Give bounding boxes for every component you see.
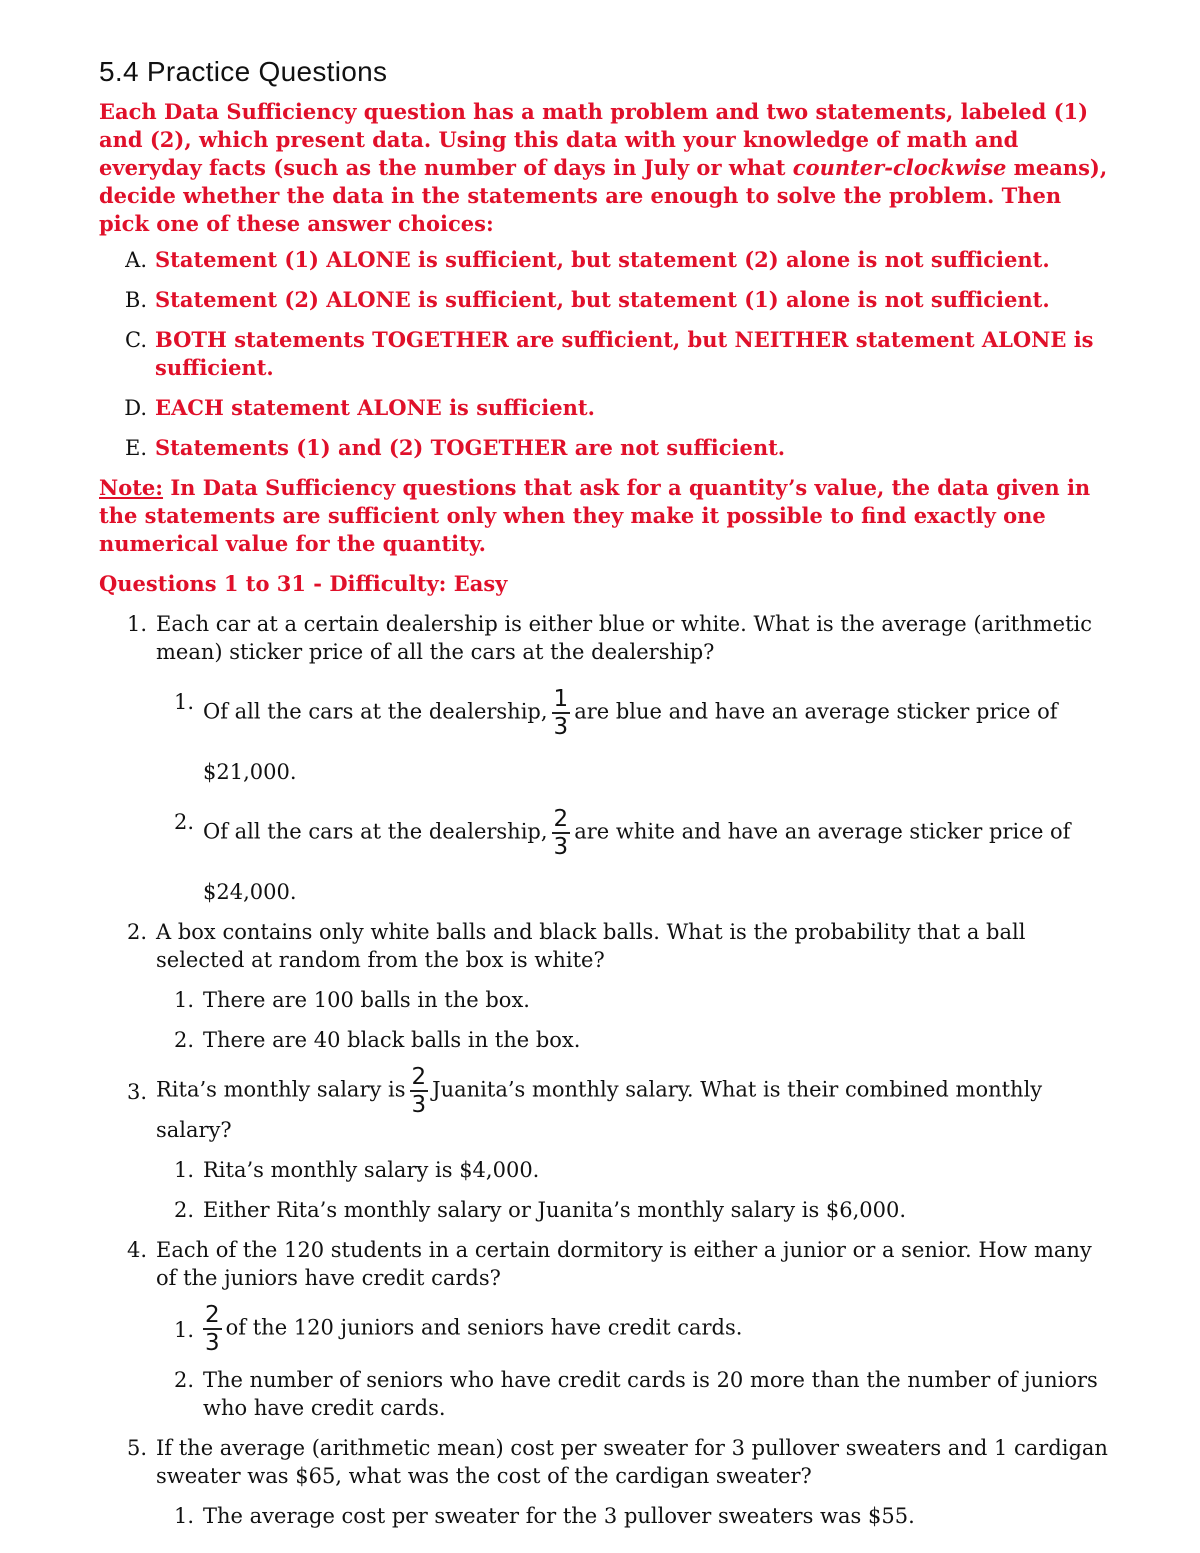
section-header: Questions 1 to 31 - Difficulty: Easy	[99, 571, 508, 596]
statement-amount: $24,000.	[203, 880, 297, 904]
statement-3-2	[99, 1196, 1109, 1224]
choice-text: BOTH statements TOGETHER are sufficient, but NEITHER statement ALONE is sufficient.	[155, 327, 1094, 380]
statement-text: The average cost per sweater for the 3 pullover sweaters was $55.	[203, 1504, 915, 1528]
question-5	[99, 1434, 1109, 1490]
choice-letter: D.	[124, 396, 147, 420]
page-title: 5.4 Practice Questions	[99, 56, 388, 87]
question-body	[156, 1066, 1109, 1144]
choice-letter: A.	[125, 248, 147, 272]
statement-1-2	[99, 808, 1109, 906]
statement-2-1	[99, 986, 1109, 1014]
document-page	[99, 56, 1109, 1542]
answer-choice-e	[99, 434, 1109, 462]
statement-body	[203, 688, 1109, 786]
statement-text: There are 100 balls in the box.	[203, 988, 530, 1012]
statement-text-end: are white and have an average sticker price of	[574, 819, 1071, 844]
choice-text: Statement (1) ALONE is sufficient, but statement (2) alone is not sufficient.	[155, 247, 1050, 272]
statement-number: 2.	[173, 810, 194, 834]
note-label: Note:	[99, 475, 164, 500]
choice-text: EACH statement ALONE is sufficient.	[155, 395, 595, 420]
statement-line	[203, 688, 1109, 738]
instructions-text-end: means), decide whether the data in the statements are enough to solve the problem. Then pick one of these answer choices:	[99, 155, 1108, 236]
question-number: 4.	[126, 1238, 147, 1262]
statement-text: of the 120 juniors and seniors have credit cards.	[225, 1315, 743, 1340]
question-4	[99, 1236, 1109, 1292]
fraction-numerator: 2	[411, 1064, 427, 1090]
statement-3-1	[99, 1156, 1109, 1184]
statement-text: Either Rita’s monthly salary or Juanita’s monthly salary is $6,000.	[203, 1198, 907, 1222]
note-paragraph	[99, 474, 1109, 558]
choice-letter: C.	[125, 328, 147, 352]
fraction	[552, 688, 571, 738]
question-text: A box contains only white balls and black balls. What is the probability that a ball selected at random from the box is white?	[156, 920, 1026, 972]
statement-1-1	[99, 688, 1109, 786]
choice-text: Statement (2) ALONE is sufficient, but statement (1) alone is not sufficient.	[155, 287, 1050, 312]
question-number: 3.	[126, 1080, 147, 1104]
statement-text: Of all the cars at the dealership,	[203, 819, 548, 844]
statement-body	[203, 808, 1109, 906]
question-3	[99, 1066, 1109, 1144]
instructions-paragraph	[99, 98, 1109, 238]
statement-number: 1.	[173, 690, 194, 714]
answer-choices-list	[99, 246, 1109, 462]
question-text: Rita’s monthly salary is	[156, 1077, 406, 1102]
fraction-numerator: 2	[205, 1302, 220, 1328]
statement-2-2	[99, 1026, 1109, 1054]
statement-amount: $21,000.	[203, 760, 297, 784]
choice-text: Statements (1) and (2) TOGETHER are not sufficient.	[155, 435, 786, 460]
question-2	[99, 918, 1109, 974]
statement-number: 2.	[173, 1028, 194, 1052]
fraction	[203, 1304, 222, 1354]
statement-text: The number of seniors who have credit cards is 20 more than the number of juniors who have credit cards.	[203, 1368, 1098, 1420]
choice-letter: B.	[124, 288, 147, 312]
note-text: In Data Sufficiency questions that ask for a quantity’s value, the data given in the statements are sufficient only when they make it possible to find exactly one numerical value for the quantity.	[99, 475, 1091, 556]
statement-number: 2.	[173, 1198, 194, 1222]
question-text: Each of the 120 students in a certain dormitory is either a junior or a senior. How many of the juniors have credit cards?	[156, 1238, 1092, 1290]
question-1	[99, 610, 1109, 666]
question-number: 2.	[126, 920, 147, 944]
fraction	[552, 808, 571, 858]
question-text-end: Juanita’s monthly salary. What is their combined monthly salary?	[156, 1077, 1043, 1142]
question-text: If the average (arithmetic mean) cost per sweater for 3 pullover sweaters and 1 cardigan sweater was $65, what was the cost of the cardigan sweater?	[156, 1436, 1108, 1488]
answer-choice-a	[99, 246, 1109, 274]
statement-text-end: are blue and have an average sticker price of	[574, 699, 1058, 724]
statement-number: 1.	[173, 1158, 194, 1182]
fraction-denominator: 3	[553, 714, 569, 740]
instructions-italic-term: counter-clockwise	[792, 155, 1007, 180]
answer-choice-b	[99, 286, 1109, 314]
choice-letter: E.	[124, 436, 147, 460]
fraction-denominator: 3	[411, 1092, 427, 1118]
fraction-numerator: 2	[553, 806, 569, 832]
statement-number: 2.	[173, 1368, 194, 1392]
question-text: Each car at a certain dealership is either blue or white. What is the average (arithmetic mean) sticker price of all the cars at the dealership?	[156, 612, 1093, 664]
answer-choice-d	[99, 394, 1109, 422]
statement-4-2	[99, 1366, 1109, 1422]
statement-number: 1.	[173, 1318, 194, 1342]
statement-text: There are 40 black balls in the box.	[203, 1028, 581, 1052]
statement-number: 1.	[173, 988, 194, 1012]
statement-text: Rita’s monthly salary is $4,000.	[203, 1158, 540, 1182]
statement-5-1	[99, 1502, 1109, 1530]
statement-body	[199, 1304, 1109, 1354]
fraction-denominator: 3	[553, 834, 569, 860]
instructions-text: Each Data Sufficiency question has a math problem and two statements, labeled (1) and (2), which present data. Using this data with your knowledge of math and everyday facts (such as the number of days in July or what	[99, 99, 1089, 180]
question-number: 5.	[126, 1436, 147, 1460]
statement-line	[203, 808, 1109, 858]
question-number: 1.	[126, 612, 147, 636]
statement-4-1	[99, 1304, 1109, 1354]
answer-choice-c	[99, 326, 1109, 382]
fraction-denominator: 3	[205, 1330, 220, 1356]
fraction	[410, 1066, 429, 1116]
statement-number: 1.	[173, 1504, 194, 1528]
statement-text: Of all the cars at the dealership,	[203, 699, 548, 724]
fraction-numerator: 1	[553, 686, 569, 712]
